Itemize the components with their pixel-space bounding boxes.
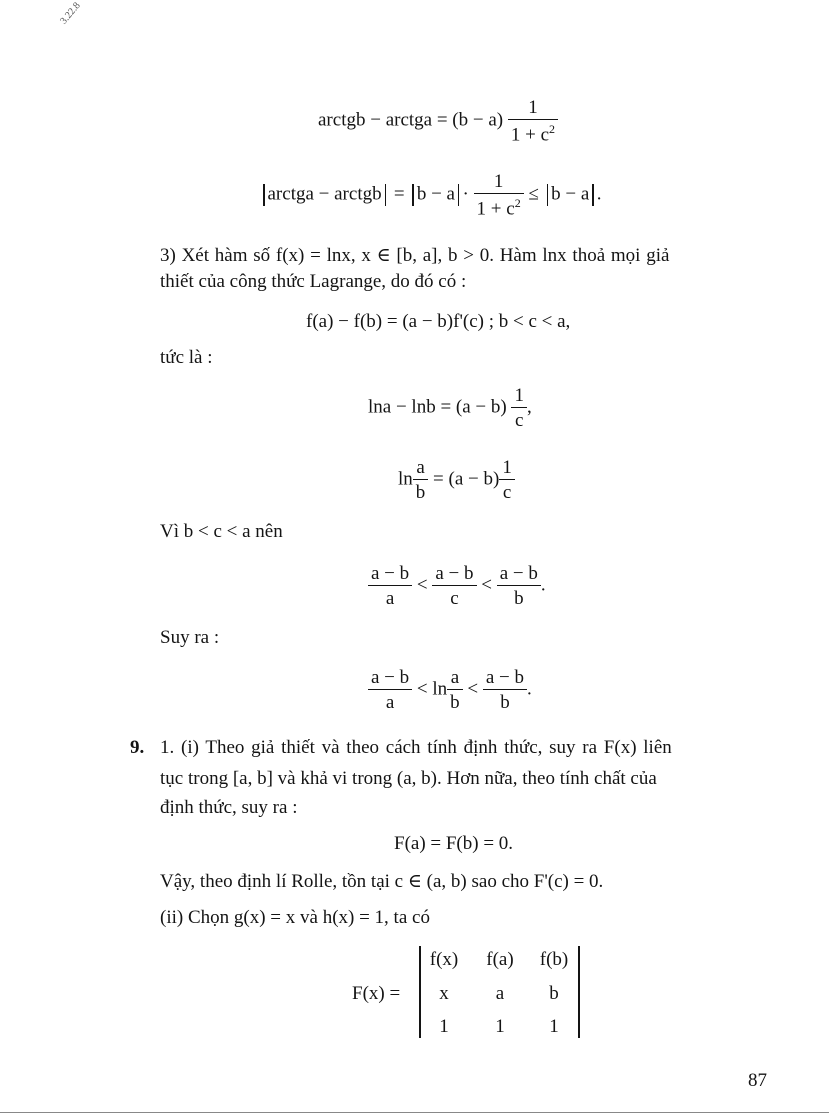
determinant-lhs: F(x) = xyxy=(352,983,401,1004)
equation-F-values: F(a) = F(b) = 0. xyxy=(394,833,514,854)
page-bottom-edge xyxy=(0,1112,829,1113)
matrix-cell: x xyxy=(439,983,449,1004)
matrix-cell: 1 xyxy=(439,1016,449,1037)
matrix-cell: f(b) xyxy=(539,949,569,970)
paragraph-3-line1: 3) Xét hàm số f(x) = lnx, x ∈ [b, a], b > 0. Hàm lnx thoả mọi giả xyxy=(160,245,670,266)
equation-arctg-abs-inequality: arctga − arctgb = b − a · $\frac{1}{1 + c^2}$ ≤ b − a . xyxy=(260,172,602,218)
eq1-fraction xyxy=(508,98,558,144)
text-rolle-conclusion: Vậy, theo định lí Rolle, tồn tại c ∈ (a, b) sao cho F'(c) = 0. xyxy=(160,871,604,892)
eq1-numerator: 1 xyxy=(528,97,538,118)
paragraph-9-line3: định thức, suy ra : xyxy=(160,797,298,818)
page-number: 87 xyxy=(748,1070,767,1091)
text-tuc-la: tức là : xyxy=(160,347,213,368)
equation-fraction-inequality: $\frac{a - b}{a}$ < $\frac{a - b}{c}$ < $\frac{a - b}{b}$ . xyxy=(368,564,546,608)
eq2-fraction: $\frac{1}{1 + c^2}$ xyxy=(474,172,524,218)
eq2-abs-rhs: b − a xyxy=(551,183,590,205)
equation-arctg-difference xyxy=(318,98,558,144)
equation-lagrange: f(a) − f(b) = (a − b)f'(c) ; b < c < a, xyxy=(306,311,571,332)
matrix-cell: 1 xyxy=(549,1016,559,1037)
eq1-lhs: arctgb − arctga = (b − a) xyxy=(318,109,504,131)
paragraph-3-line2: thiết của công thức Lagrange, do đó có : xyxy=(160,271,467,292)
equation-ln-bounds: $\frac{a - b}{a}$ < ln $\frac{a}{b}$ < $\frac{a - b}{b}$ . xyxy=(368,668,532,712)
eq2-abs-lhs: arctga − arctgb xyxy=(267,183,382,205)
paragraph-9-line1: 1. (i) Theo giả thiết và theo cách tính định thức, suy ra F(x) liên xyxy=(160,737,672,758)
page-stamp: 3.22.8 xyxy=(58,0,83,27)
paragraph-9-line2: tục trong [a, b] và khả vi trong (a, b). Hơn nữa, theo tính chất của xyxy=(160,768,657,789)
text-suy-ra: Suy ra : xyxy=(160,627,220,648)
text-vi-line: Vì b < c < a nên xyxy=(160,521,283,542)
equation-ln-difference: lna − lnb = (a − b) $\frac{1}{c}$ , xyxy=(368,385,532,431)
problem-number: 9. xyxy=(130,737,145,758)
equation-ln-quotient: ln $\frac{a}{b}$ = (a − b) $\frac{1}{c}$ xyxy=(398,458,515,502)
matrix-cell: f(x) xyxy=(429,949,459,970)
matrix-cell: a xyxy=(495,983,505,1004)
eq2-abs-mid: b − a xyxy=(416,183,455,205)
matrix-cell: b xyxy=(549,983,559,1004)
text-choice-line: (ii) Chọn g(x) = x và h(x) = 1, ta có xyxy=(160,907,430,928)
matrix-cell: 1 xyxy=(495,1016,505,1037)
eq1-denominator: $1 + c^2$ xyxy=(508,119,558,144)
matrix-cell: f(a) xyxy=(486,949,514,970)
